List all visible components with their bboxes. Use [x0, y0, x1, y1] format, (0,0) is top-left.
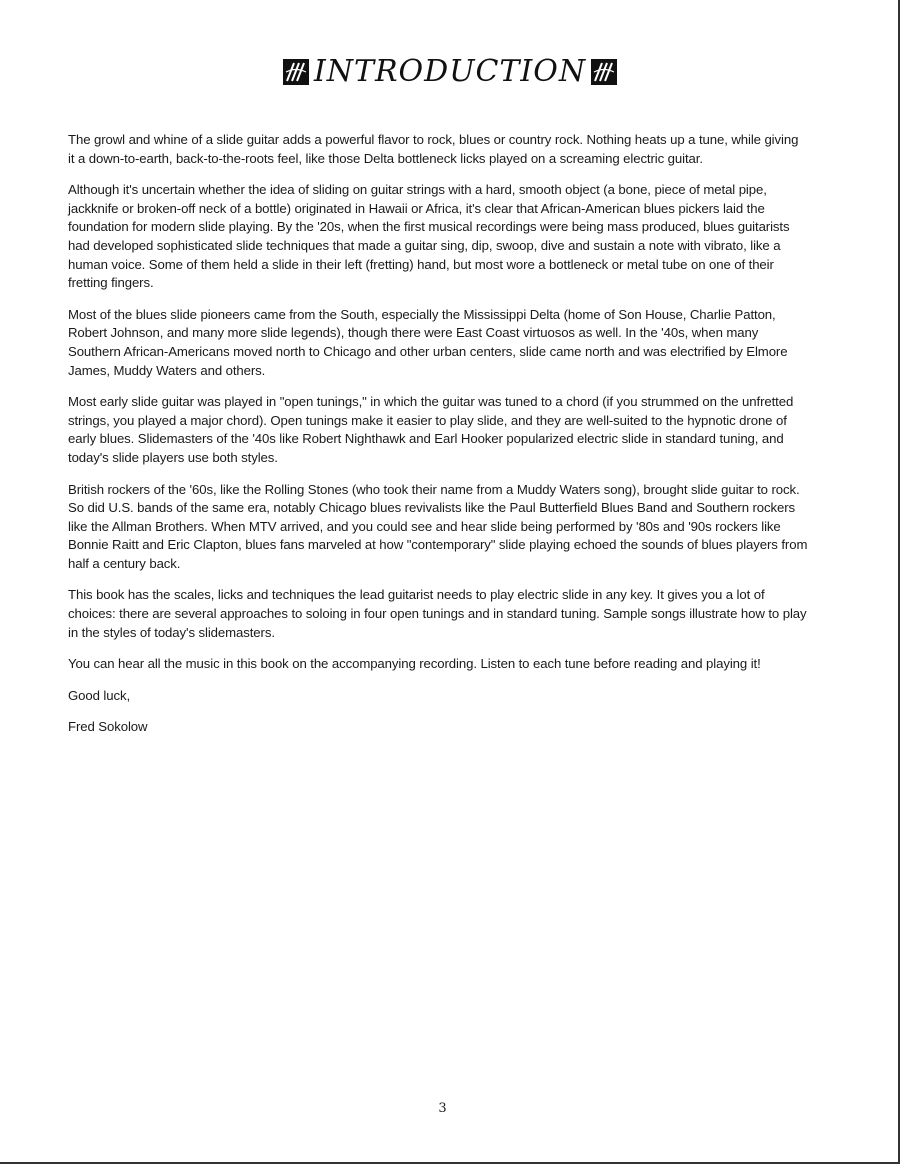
paragraph: Most early slide guitar was played in "open tunings," in which the guitar was tuned to a chord (if you strummed on the unfretted strings, you played a major chord). Open tunings make it easier to play slide, and they are well-suited to the hypnotic drone of early blues. Slidemasters of the '40s like Robert Nighthawk and Earl Hooker popularized electric slide in standard tuning, and today's slide players use both styles. [68, 394, 794, 465]
paragraph: The growl and whine of a slide guitar adds a powerful flavor to rock, blues or country rock. Nothing heats up a tune, while giving it a down-to-earth, back-to-the-roots feel, like those Delta bottleneck licks played on a screaming electric guitar. [68, 132, 799, 166]
body-text [68, 131, 808, 750]
closing-line: Good luck, [68, 687, 131, 703]
ornament-icon [282, 58, 310, 86]
paragraph: Most of the blues slide pioneers came from the South, especially the Mississippi Delta (home of Son House, Charlie Patton, Robert Johnson, and many more slide legends), though there were East Coast virtuosos as well. In the '40s, when many Southern African-Americans moved north to Chicago and other urban centers, slide came north and was electrified by Elmore James, Muddy Waters and others. [68, 306, 788, 378]
paragraph: This book has the scales, licks and techniques the lead guitarist needs to play electric slide in any key. It gives you a lot of choices: there are several approaches to soloing in four open tunings and in standard tuning. Sample songs illustrate how to play in the styles of today's slidemasters. [68, 587, 807, 640]
paragraph: British rockers of the '60s, like the Rolling Stones (who took their name from a Muddy Waters song), brought slide guitar to rock. So did U.S. bands of the same era, notably Chicago blues revivalists like the Paul Butterfield Blues Band and Southern rockers like the Allman Brothers. When MTV arrived, and you could see and hear slide being performed by '80s and '90s rockers like Bonnie Raitt and Eric Clapton, blues fans marveled at how "contemporary" slide playing echoed the sounds of blues players from half a century back. [68, 481, 808, 571]
page-number: 3 [438, 1101, 447, 1116]
paragraph: Although it's uncertain whether the idea of sliding on guitar strings with a hard, smooth object (a bone, piece of metal pipe, jackknife or broken-off neck of a bottle) originated in Hawaii or Africa, it's clear that African-American blues pickers laid the foundation for modern slide playing. By the '20s, when the first musical recordings were being mass produced, blues guitarists had developed sophisticated slide techniques that made a guitar sing, dip, swoop, dive and sustain a note with vibrato, like a human voice. Some of them held a slide in their left (fretting) hand, but most wore a bottleneck or metal tube on one of their fretting fingers. [68, 182, 790, 291]
paragraph: You can hear all the music in this book on the accompanying recording. Listen to each tune before reading and playing it! [68, 656, 761, 672]
page-title: INTRODUCTION [313, 54, 587, 89]
page-header [0, 52, 900, 92]
author-signature: Fred Sokolow [68, 719, 148, 735]
ornament-icon [590, 58, 618, 86]
